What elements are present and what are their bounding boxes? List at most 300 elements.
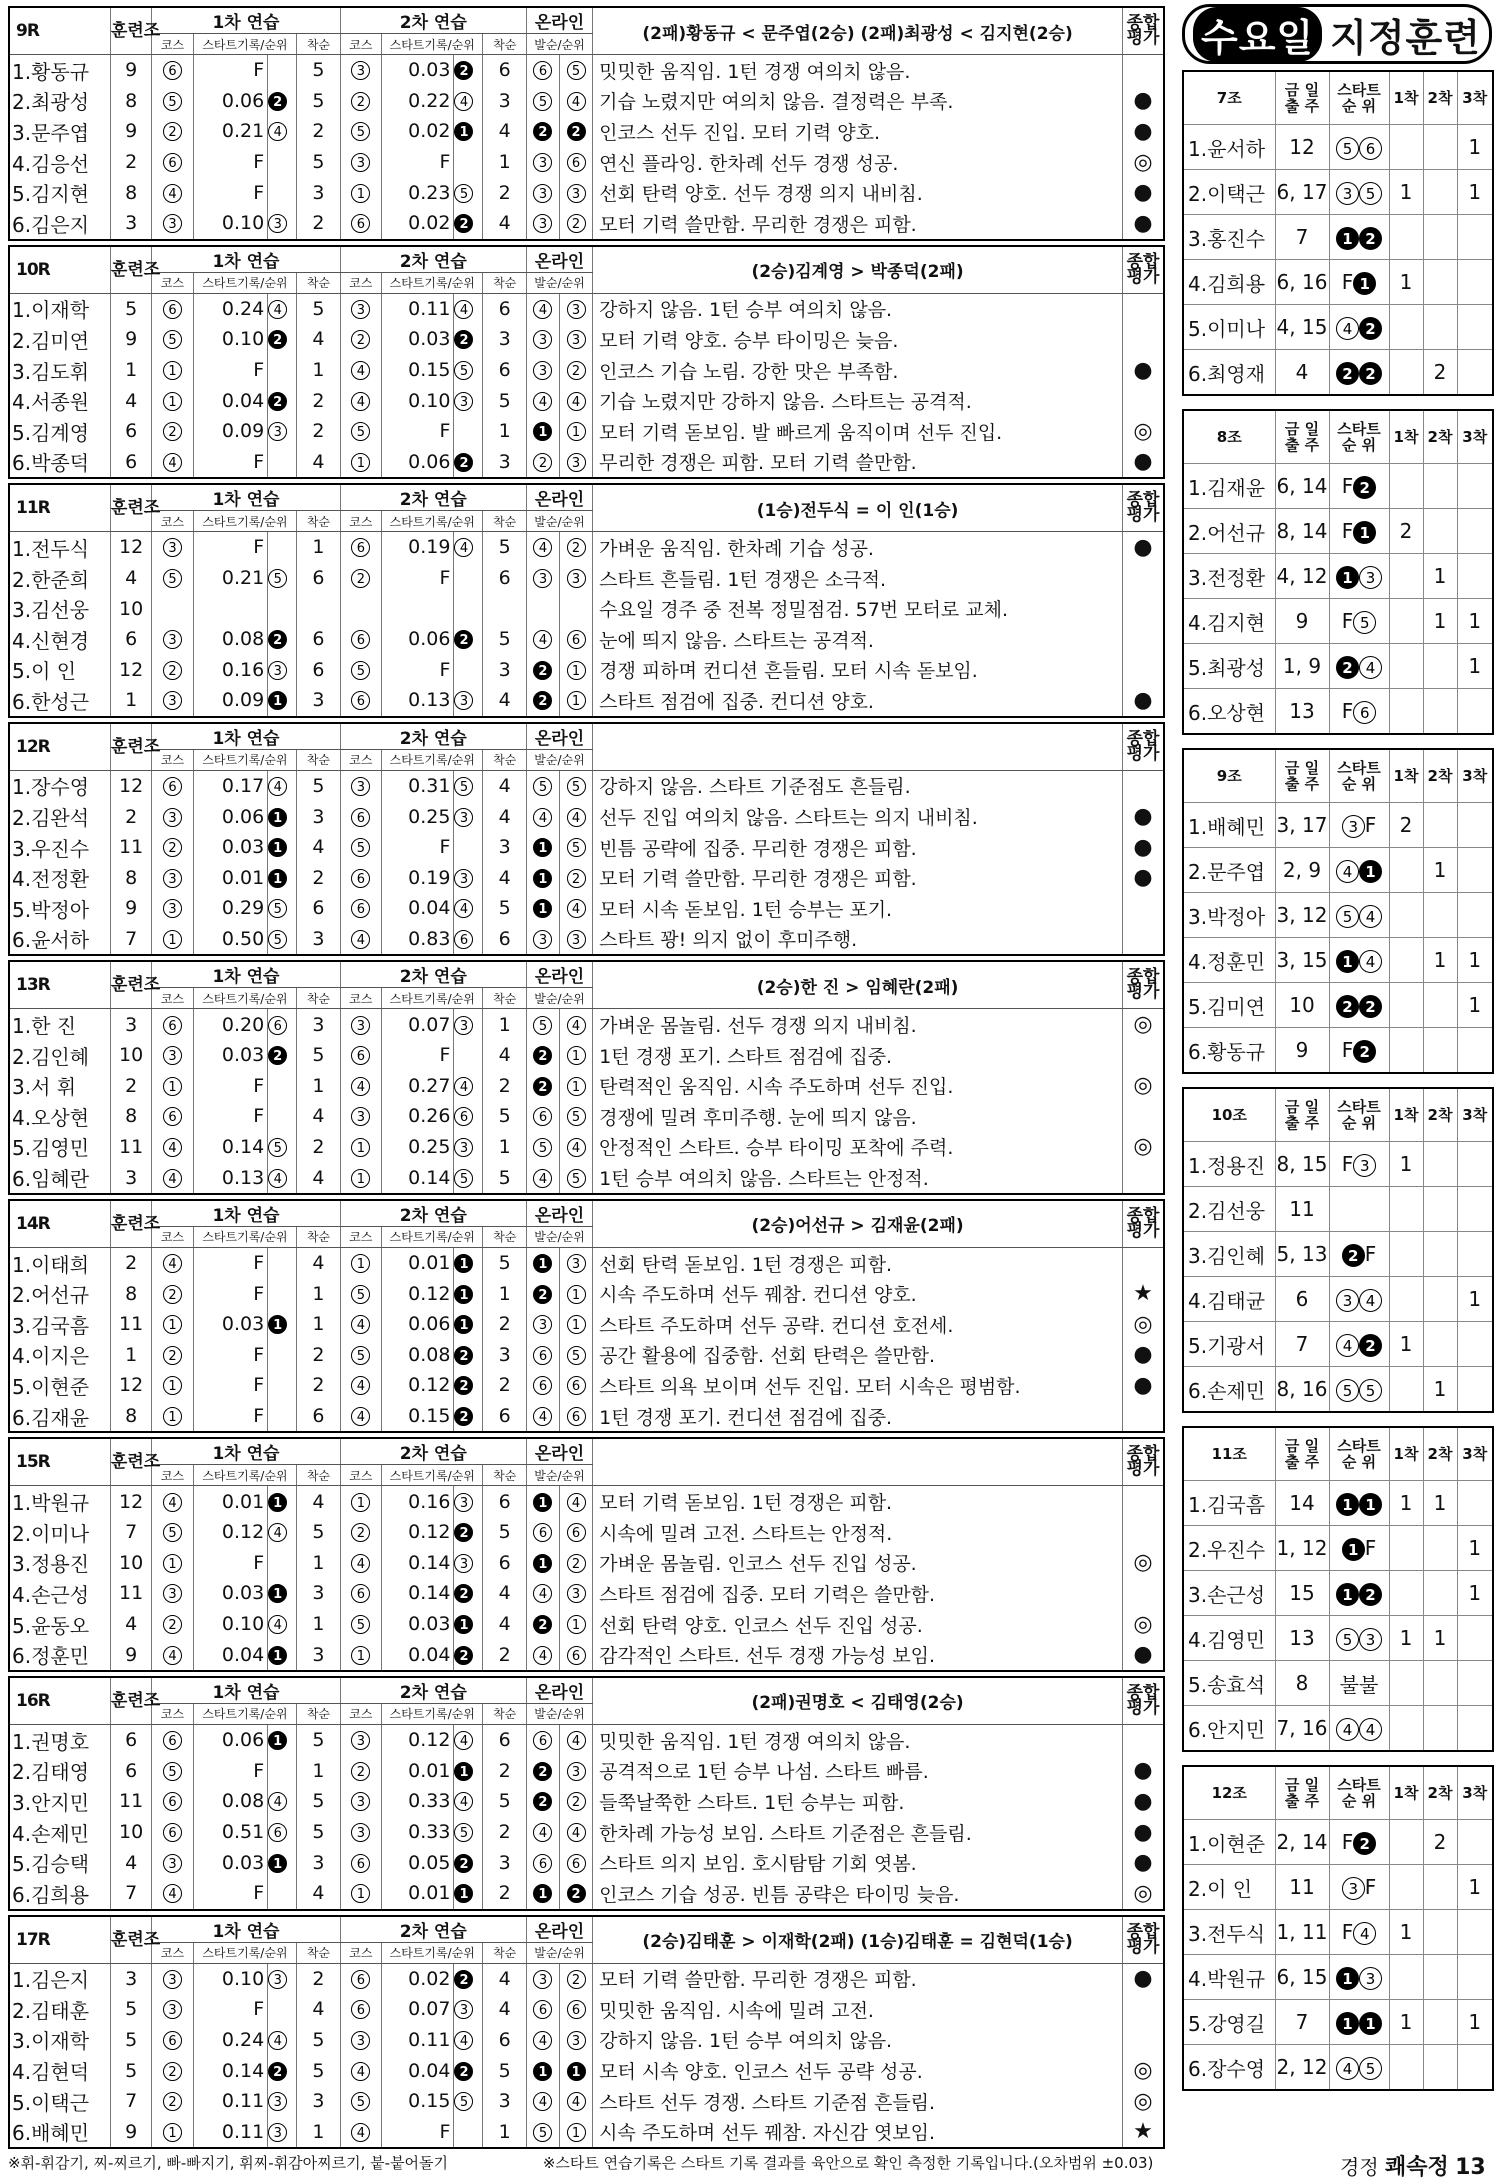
- start-rank-2: [454, 116, 483, 147]
- course-circle: 6: [351, 899, 370, 918]
- start-rank-1: [268, 1847, 297, 1878]
- trial1-header: 1차 연습: [152, 961, 340, 988]
- course-1: [152, 147, 193, 178]
- course-circle: 1: [351, 184, 370, 203]
- start-label: 스타트기록/순위: [382, 988, 483, 1009]
- rank-text: F: [1341, 698, 1354, 723]
- first-place-header: 1착: [1389, 1088, 1423, 1142]
- start-rank-2: [454, 832, 483, 863]
- race-days: 10: [1275, 983, 1329, 1028]
- member-name: 6.장수영: [1183, 2045, 1275, 2091]
- course-2: [340, 593, 381, 624]
- rank-circle: 6: [1359, 137, 1382, 160]
- group-label: 훈련조: [110, 7, 151, 55]
- start-record-1: 0.51: [193, 1817, 268, 1848]
- evaluation-mark: [1123, 1401, 1165, 1433]
- start-label: 스타트기록/순위: [382, 1226, 483, 1247]
- finish-1: 1: [297, 1548, 340, 1579]
- second-count: [1423, 893, 1457, 938]
- rank-circle-filled: 2: [454, 1970, 473, 1989]
- eval-label: 종합평가: [1123, 1677, 1165, 1725]
- start-record-2: 0.25: [382, 1132, 454, 1163]
- rank-circle-filled: 1: [454, 1762, 473, 1781]
- finish-1: 3: [297, 1009, 340, 1040]
- start-rank-2: [454, 685, 483, 717]
- group-no: 8: [110, 1101, 151, 1132]
- finish-2: 6: [483, 2025, 526, 2056]
- rank-text: F: [1364, 1535, 1377, 1560]
- course-label: 코스: [152, 988, 193, 1009]
- rank-circle: 5: [1359, 182, 1382, 205]
- finish-1: 5: [297, 1517, 340, 1548]
- rank-circle-filled: 1: [268, 1315, 287, 1334]
- finish-1: 4: [297, 1994, 340, 2025]
- finish-label: 착순: [297, 511, 340, 532]
- rank-circle: 4: [533, 1407, 552, 1426]
- rank-circle: 3: [1359, 1628, 1382, 1651]
- comment: 스타트 흔들림. 1턴 경쟁은 소극적.: [593, 563, 1123, 594]
- course-1: [152, 2116, 193, 2148]
- start-rank-2: [454, 2025, 483, 2056]
- start-record-2: 0.83: [382, 924, 454, 956]
- group-member-row: [1183, 1820, 1493, 1865]
- finish-2: 6: [483, 293, 526, 324]
- group-no: 8: [110, 86, 151, 117]
- first-count: 1: [1389, 170, 1423, 215]
- first-count: [1389, 305, 1423, 350]
- rank-circle-filled: 2: [454, 2062, 473, 2081]
- comment: 모터 기력 쓸만함. 무리한 경쟁은 피함.: [593, 1963, 1123, 1994]
- third-count: 1: [1457, 599, 1493, 644]
- group-no: 4: [110, 385, 151, 416]
- course-circle: 3: [351, 300, 370, 319]
- course-circle: 5: [351, 1285, 370, 1304]
- start-rank-1: [268, 2086, 297, 2117]
- evaluation-mark: ●: [1133, 1342, 1153, 1368]
- start-rank-2: [454, 1817, 483, 1848]
- course-circle: 5: [351, 1615, 370, 1634]
- course-label: 코스: [340, 1703, 381, 1724]
- course-label: 코스: [340, 1942, 381, 1963]
- first-count: 1: [1389, 2000, 1423, 2045]
- online-rank: [560, 2116, 593, 2148]
- course-circle: 6: [163, 1731, 182, 1750]
- group-no: 11: [110, 1132, 151, 1163]
- third-place-header: 3착: [1457, 71, 1493, 125]
- rank-circle: 4: [1359, 950, 1382, 973]
- online-rank: [560, 1878, 593, 1910]
- racer-row: [9, 1101, 1164, 1132]
- rank-circle: 4: [567, 1138, 586, 1157]
- evaluation-mark: ●: [1133, 1966, 1153, 1992]
- start-rank-2: [454, 1786, 483, 1817]
- course-circle: 4: [351, 1077, 370, 1096]
- course-circle: 1: [351, 1138, 370, 1157]
- start-rank-1: [268, 1578, 297, 1609]
- course-1: [152, 1309, 193, 1340]
- start-label: 스타트기록/순위: [382, 272, 483, 293]
- finish-2: 6: [483, 1548, 526, 1579]
- first-place-header: 1착: [1389, 71, 1423, 125]
- online-rank: [560, 147, 593, 178]
- online-order: [526, 1009, 559, 1040]
- rank-circle-filled: 2: [567, 1884, 586, 1903]
- race-days: 6, 15: [1275, 1955, 1329, 2000]
- course-1: [152, 801, 193, 832]
- race-table: [8, 1199, 1165, 1434]
- eval-label: 종합평가: [1123, 723, 1165, 771]
- race-days: 9: [1275, 1028, 1329, 1074]
- start-record-1: 0.01: [193, 862, 268, 893]
- rank-circle: 3: [454, 1138, 473, 1157]
- rank-circle-filled: 2: [268, 1046, 287, 1065]
- course-2: [340, 893, 381, 924]
- evaluation-mark: ◎: [1133, 1012, 1153, 1038]
- course-circle: 6: [163, 153, 182, 172]
- start-ranks: [1329, 350, 1389, 396]
- online-rank: [560, 2086, 593, 2117]
- rank-circle: 4: [533, 300, 552, 319]
- course-1: [152, 924, 193, 956]
- second-count: [1423, 1187, 1457, 1232]
- group-member-row: [1183, 1232, 1493, 1277]
- race-days: 4, 12: [1275, 554, 1329, 599]
- rank-circle: 6: [567, 153, 586, 172]
- finish-label: 착순: [483, 272, 526, 293]
- rank-circle: 3: [1336, 1289, 1359, 1312]
- race-days: 11: [1275, 1865, 1329, 1910]
- racer-row: [9, 1370, 1164, 1401]
- start-rank-1: [268, 1786, 297, 1817]
- start-record-1: F: [193, 55, 268, 86]
- finish-1: 1: [297, 1278, 340, 1309]
- course-1: [152, 55, 193, 86]
- rank-circle: 1: [567, 1285, 586, 1304]
- rank-circle: 4: [1359, 1718, 1382, 1741]
- finish-2: 1: [483, 2116, 526, 2148]
- start-record-2: 0.15: [382, 1401, 454, 1433]
- finish-2: 4: [483, 1994, 526, 2025]
- start-rank-2: [454, 1340, 483, 1371]
- rank-circle: 4: [533, 2031, 552, 2050]
- online-order: [526, 293, 559, 324]
- finish-label: 착순: [297, 272, 340, 293]
- start-record-2: 0.04: [382, 2055, 454, 2086]
- course-circle: 3: [163, 1970, 182, 1989]
- racer-row: [9, 1786, 1164, 1817]
- race-table: [8, 1437, 1165, 1672]
- course-circle: 6: [351, 691, 370, 710]
- online-header: 온라인: [526, 1438, 592, 1465]
- online-rank: [560, 1309, 593, 1340]
- online-rank: [560, 1370, 593, 1401]
- third-count: [1457, 893, 1493, 938]
- course-1: [152, 1162, 193, 1194]
- comment: 경쟁에 밀려 후미주행. 눈에 띄지 않음.: [593, 1101, 1123, 1132]
- course-circle: 6: [351, 808, 370, 827]
- finish-1: 5: [297, 1786, 340, 1817]
- racer-name: 5.김영민: [9, 1132, 110, 1163]
- start-record-2: 0.07: [382, 1994, 454, 2025]
- online-sub-label: 발순/순위: [526, 1226, 592, 1247]
- course-2: [340, 924, 381, 956]
- course-circle: 3: [163, 1584, 182, 1603]
- start-record-2: F: [382, 2116, 454, 2148]
- online-rank: [560, 2025, 593, 2056]
- course-circle: 3: [163, 1046, 182, 1065]
- member-name: 4.정훈민: [1183, 938, 1275, 983]
- rank-circle: 6: [567, 2000, 586, 2019]
- finish-1: 3: [297, 924, 340, 956]
- finish-label: 착순: [483, 34, 526, 55]
- group-no: 10: [110, 1817, 151, 1848]
- start-record-2: 0.12: [382, 1278, 454, 1309]
- course-2: [340, 1070, 381, 1101]
- start-record-2: 0.27: [382, 1070, 454, 1101]
- course-2: [340, 324, 381, 355]
- group-label: 훈련조: [110, 723, 151, 771]
- online-order: [526, 1639, 559, 1671]
- group-member-row: [1183, 848, 1493, 893]
- racer-name: 3.안지민: [9, 1786, 110, 1817]
- finish-label: 착순: [297, 1226, 340, 1247]
- group-name: 9조: [1183, 749, 1275, 803]
- rank-circle-filled: 2: [454, 1854, 473, 1873]
- course-circle: 1: [351, 1884, 370, 1903]
- evaluation-mark: [1123, 624, 1165, 655]
- online-order: [526, 1847, 559, 1878]
- start-record-2: 0.12: [382, 1517, 454, 1548]
- start-ranks: [1329, 644, 1389, 689]
- online-rank: [560, 293, 593, 324]
- first-count: [1389, 1028, 1423, 1074]
- finish-2: 1: [483, 416, 526, 447]
- start-rank-1: [268, 1278, 297, 1309]
- group-no: 12: [110, 1486, 151, 1517]
- rank-text: F: [1341, 473, 1354, 498]
- comment: 모터 기력 양호. 승부 타이밍은 늦음.: [593, 324, 1123, 355]
- finish-2: 5: [483, 385, 526, 416]
- rank-circle-filled: 2: [1336, 362, 1359, 385]
- start-rank-2: [454, 55, 483, 86]
- group-member-row: [1183, 1028, 1493, 1074]
- race-result: (2승)김계영 > 박종덕(2패): [593, 246, 1123, 294]
- online-rank: [560, 1101, 593, 1132]
- race-days: 2, 9: [1275, 848, 1329, 893]
- course-1: [152, 893, 193, 924]
- evaluation-mark: ◎: [1133, 1880, 1153, 1906]
- online-header: 온라인: [526, 484, 592, 511]
- racer-row: [9, 2025, 1164, 2056]
- rank-circle: 4: [268, 300, 287, 319]
- first-count: [1389, 599, 1423, 644]
- online-rank: [560, 55, 593, 86]
- start-rank-header: 스타트 순 위: [1329, 71, 1389, 125]
- course-1: [152, 208, 193, 240]
- start-ranks: [1329, 125, 1389, 170]
- start-rank-1: [268, 1009, 297, 1040]
- group-member-row: [1183, 1865, 1493, 1910]
- start-rank-2: [454, 1609, 483, 1640]
- finish-1: 4: [297, 1101, 340, 1132]
- finish-1: 4: [297, 324, 340, 355]
- finish-2: 5: [483, 1162, 526, 1194]
- rank-circle-filled: 2: [1359, 362, 1382, 385]
- course-circle: 1: [351, 1254, 370, 1273]
- start-rank-2: [454, 1963, 483, 1994]
- finish-1: 4: [297, 1247, 340, 1278]
- course-circle: 1: [163, 1407, 182, 1426]
- online-order: [526, 1070, 559, 1101]
- racer-row: [9, 1009, 1164, 1040]
- rank-circle-filled: 2: [268, 392, 287, 411]
- finish-2: 2: [483, 1817, 526, 1848]
- race-days: 6, 16: [1275, 260, 1329, 305]
- rank-circle: 4: [268, 777, 287, 796]
- course-circle: 5: [163, 1762, 182, 1781]
- group-name: 12조: [1183, 1766, 1275, 1820]
- start-ranks: [1329, 1910, 1389, 1955]
- finish-label: 착순: [297, 1942, 340, 1963]
- racer-name: 2.어선규: [9, 1278, 110, 1309]
- first-count: [1389, 1955, 1423, 2000]
- rank-circle-filled: 1: [268, 1854, 287, 1873]
- rank-circle: 4: [567, 1731, 586, 1750]
- group-no: 1: [110, 1340, 151, 1371]
- member-name: 3.김인혜: [1183, 1232, 1275, 1277]
- course-circle: 5: [351, 422, 370, 441]
- rank-circle-filled: 2: [533, 661, 552, 680]
- racer-name: 3.김국흠: [9, 1309, 110, 1340]
- racer-name: 5.김지현: [9, 177, 110, 208]
- rank-circle: 3: [567, 569, 586, 588]
- evaluation-mark: ●: [1133, 1758, 1153, 1784]
- race-number: 16R: [9, 1677, 110, 1725]
- start-record-1: F: [193, 1278, 268, 1309]
- online-order: [526, 1963, 559, 1994]
- online-order: [526, 563, 559, 594]
- course-2: [340, 1401, 381, 1433]
- course-1: [152, 1517, 193, 1548]
- online-order: [526, 685, 559, 717]
- finish-1: 3: [297, 1578, 340, 1609]
- rank-circle-filled: 1: [533, 1493, 552, 1512]
- start-record-1: F: [193, 177, 268, 208]
- online-rank: [560, 385, 593, 416]
- group-member-row: [1183, 938, 1493, 983]
- evaluation-mark: ◎: [1133, 418, 1153, 444]
- rank-circle: 5: [454, 361, 473, 380]
- third-place-header: 3착: [1457, 410, 1493, 464]
- online-rank: [560, 416, 593, 447]
- course-1: [152, 1370, 193, 1401]
- finish-1: 3: [297, 685, 340, 717]
- group-no: 8: [110, 1401, 151, 1433]
- race-days: 9: [1275, 599, 1329, 644]
- first-count: [1389, 1820, 1423, 1865]
- start-label: 스타트기록/순위: [193, 272, 296, 293]
- group-member-row: [1183, 1142, 1493, 1187]
- group-no: 8: [110, 862, 151, 893]
- start-ranks: [1329, 689, 1389, 735]
- start-label: 스타트기록/순위: [382, 34, 483, 55]
- course-circle: 1: [163, 1315, 182, 1334]
- trial1-header: 1차 연습: [152, 1677, 340, 1704]
- racer-name: 2.이미나: [9, 1517, 110, 1548]
- group-no: 11: [110, 1786, 151, 1817]
- start-record-1: 0.20: [193, 1009, 268, 1040]
- comment: 가벼운 움직임. 한차례 기습 성공.: [593, 532, 1123, 563]
- comment: 스타트 선두 경쟁. 스타트 기준점 흔들림.: [593, 2086, 1123, 2117]
- comment: 한차례 가능성 보임. 스타트 기준점은 흔들림.: [593, 1817, 1123, 1848]
- member-name: 6.손제민: [1183, 1367, 1275, 1413]
- start-record-2: 0.01: [382, 1878, 454, 1910]
- rank-circle: 3: [567, 2031, 586, 2050]
- group-member-row: [1183, 1955, 1493, 2000]
- start-rank-2: [454, 563, 483, 594]
- evaluation-mark: ●: [1133, 210, 1153, 236]
- first-count: [1389, 1526, 1423, 1571]
- course-1: [152, 177, 193, 208]
- start-rank-2: [454, 624, 483, 655]
- rank-circle: 4: [268, 1615, 287, 1634]
- second-place-header: 2착: [1423, 410, 1457, 464]
- rank-circle-filled: 2: [454, 61, 473, 80]
- course-label: 코스: [152, 511, 193, 532]
- rank-circle: 3: [454, 2000, 473, 2019]
- rank-circle-filled: 1: [1359, 1493, 1382, 1516]
- rank-circle: 2: [567, 538, 586, 557]
- race-table: [8, 960, 1165, 1195]
- start-rank-header: 스타트 순 위: [1329, 1766, 1389, 1820]
- finish-2: 2: [483, 1309, 526, 1340]
- start-ranks: [1329, 1661, 1389, 1706]
- online-order: [526, 55, 559, 86]
- course-2: [340, 624, 381, 655]
- course-1: [152, 862, 193, 893]
- online-header: 온라인: [526, 7, 592, 34]
- group-member-row: [1183, 1187, 1493, 1232]
- comment: 인코스 기습 노림. 강한 맛은 부족함.: [593, 355, 1123, 386]
- racer-name: 6.김희용: [9, 1878, 110, 1910]
- finish-label: 착순: [297, 34, 340, 55]
- rank-circle-filled: 2: [533, 1046, 552, 1065]
- evaluation-mark: ●: [1133, 180, 1153, 206]
- third-count: [1457, 464, 1493, 509]
- brand-label: 쾌속정: [1385, 2155, 1449, 2180]
- online-rank: [560, 1162, 593, 1194]
- second-count: 1: [1423, 1481, 1457, 1526]
- start-record-1: 0.08: [193, 624, 268, 655]
- start-record-2: 0.06: [382, 1309, 454, 1340]
- panel-title: [1182, 4, 1492, 64]
- start-rank-1: [268, 1070, 297, 1101]
- panel-title-text: 지정훈련: [1330, 15, 1481, 60]
- start-rank-1: [268, 55, 297, 86]
- member-name: 6.최영재: [1183, 350, 1275, 396]
- evaluation-mark: ●: [1133, 534, 1153, 560]
- second-count: 1: [1423, 1367, 1457, 1413]
- race-days: 8: [1275, 1661, 1329, 1706]
- rank-circle: 5: [567, 1346, 586, 1365]
- race-result: (1승)전두식 = 이 인(1승): [593, 484, 1123, 532]
- start-rank-2: [454, 801, 483, 832]
- course-1: [152, 1040, 193, 1071]
- start-rank-2: [454, 1994, 483, 2025]
- group-member-row: [1183, 1367, 1493, 1413]
- online-rank: [560, 1639, 593, 1671]
- course-2: [340, 2055, 381, 2086]
